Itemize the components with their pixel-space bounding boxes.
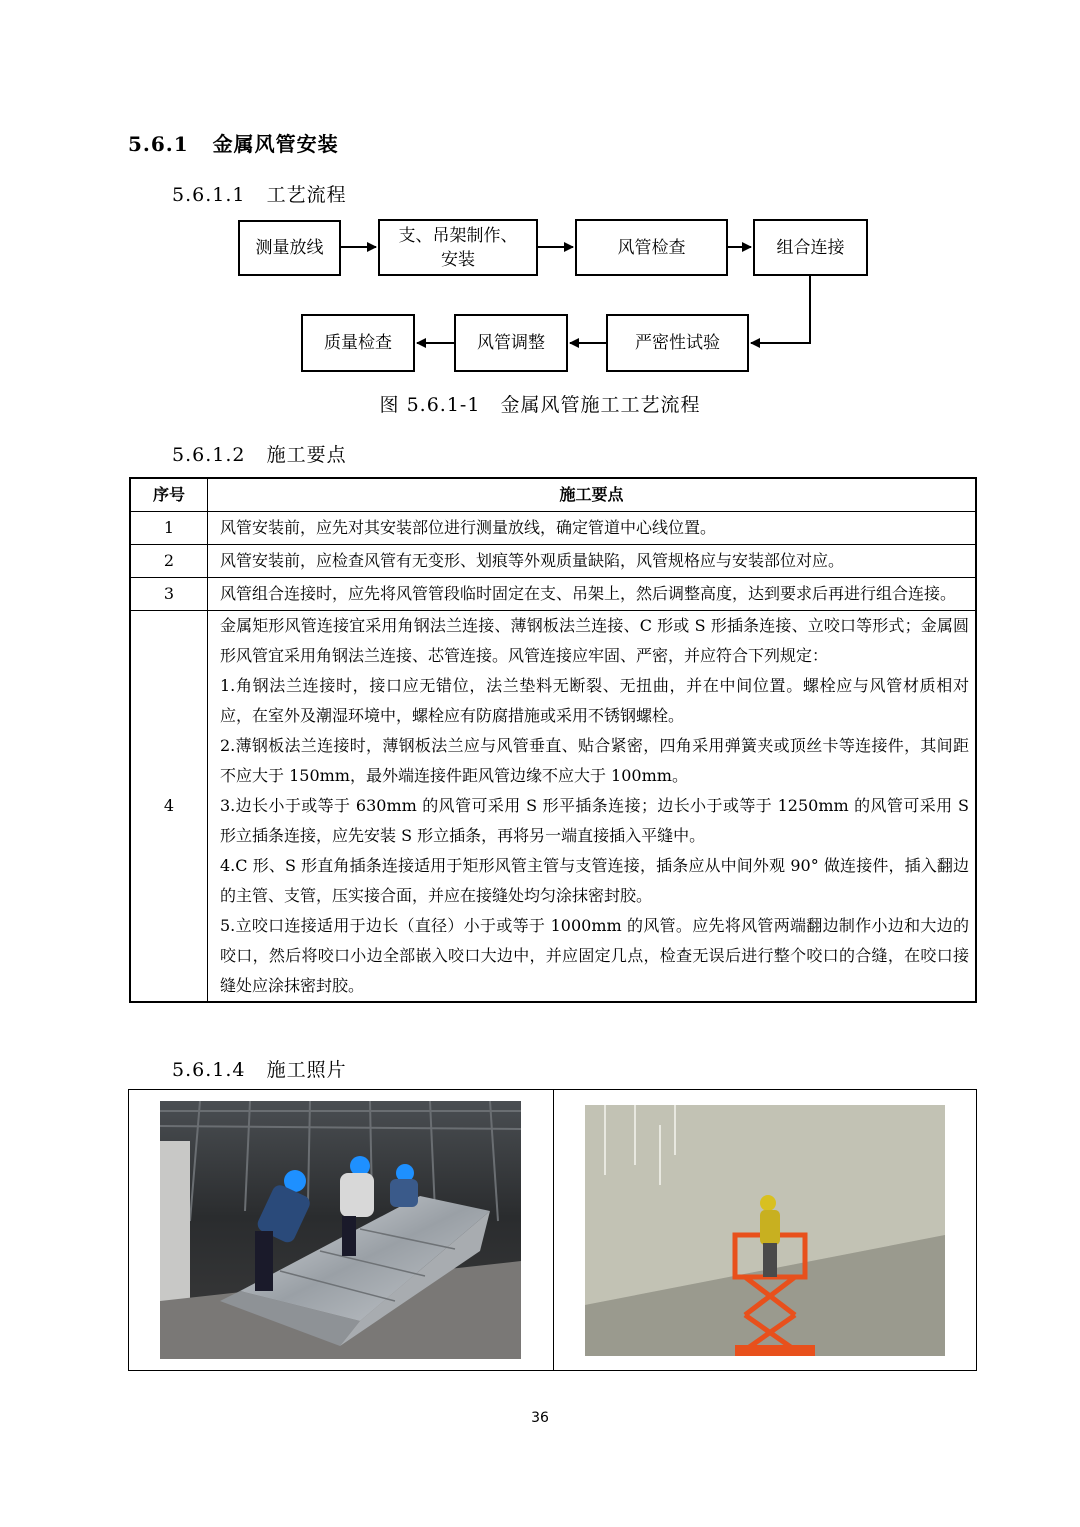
- page-number: 36: [531, 1410, 549, 1426]
- header-points: 施工要点: [208, 478, 977, 512]
- row-text: 风管安装前，应先对其安装部位进行测量放线，确定管道中心线位置。: [208, 512, 977, 545]
- section-number: 5.6.1: [128, 132, 189, 156]
- construction-photos-frame: [128, 1089, 977, 1371]
- flow-arrows: [0, 0, 1080, 400]
- subsection-title: 施工要点: [266, 444, 347, 466]
- row-text: 金属矩形风管连接宜采用角钢法兰连接、薄钢板法兰连接、C 形或 S 形插条连接、立咬口等形式；金属圆形风管宜采用角钢法兰连接、芯管连接。风管连接应牢固、严密，并应符合下列规定： 1.角钢法兰连接时，接口应无错位，法兰垫料无断裂、无扭曲，并在中间位置。螺栓应与风管材质相对应，在室外及潮湿环境中，螺栓应有防腐措施或采用不锈钢螺栓。 2.薄钢板法兰连接时，薄钢板法兰应与风管垂直、贴合紧密，四角采用弹簧夹或顶丝卡等连接件，其间距不应大于 150mm，最外端连接件距风管边缘不应大于 100mm。 3.边长小于或等于 630mm 的风管可采用 S 形平插条连接；边长小于或等于 1250mm 的风管可采用 S 形立插条连接，应先安装 S 形立插条，再将另一端直接插入平缝中。 4.C 形、S 形直角插条连接适用于矩形风管主管与支管连接，插条应从中间外观 90° 做连接件，插入翻边的主管、支管，压实接合面，并应在接缝处均匀涂抹密封胶。 5.立咬口连接适用于边长（直径）小于或等于 1000mm 的风管。应先将风管两端翻边制作小边和大边的咬口，然后将咬口小边全部嵌入咬口大边中，并应固定几点，检查无误后进行整个咬口的合缝，在咬口接缝处应涂抹密封胶。: [208, 611, 977, 1003]
- flow-step-4: 组合连接: [753, 219, 868, 276]
- table-row: [130, 512, 976, 545]
- subsection-number: 5.6.1.2: [172, 444, 246, 466]
- subsection-title: 工艺流程: [266, 184, 347, 206]
- flow-step-2: 支、吊架制作、 安装: [378, 219, 538, 276]
- table-header-row: [130, 478, 976, 512]
- row-number: 2: [130, 545, 208, 578]
- subsection-title: 施工照片: [266, 1059, 347, 1081]
- row-number: 4: [130, 611, 208, 1003]
- row-number: 3: [130, 578, 208, 611]
- table-row: [130, 578, 976, 611]
- flow-step-3: 风管检查: [575, 219, 728, 276]
- figure-caption: 图 5.6.1-1 金属风管施工工艺流程: [379, 394, 701, 416]
- subsection-points-heading: [172, 440, 347, 467]
- flow-step-7: 质量检查: [301, 314, 415, 372]
- subsection-photos-heading: [172, 1055, 347, 1082]
- header-no: 序号: [130, 478, 208, 512]
- construction-points-table: [129, 477, 977, 1003]
- flow-step-6: 风管调整: [454, 314, 568, 372]
- arrow-4-5: [751, 276, 810, 343]
- subsection-number: 5.6.1.1: [172, 184, 246, 206]
- flow-step-5: 严密性试验: [606, 314, 749, 372]
- row-text: 风管安装前，应检查风管有无变形、划痕等外观质量缺陷，风管规格应与安装部位对应。: [208, 545, 977, 578]
- subsection-number: 5.6.1.4: [172, 1059, 246, 1081]
- section-title: 金属风管安装: [212, 132, 339, 156]
- photo-duct-assembly: [160, 1101, 521, 1359]
- table-row: [130, 611, 976, 1003]
- flow-step-1: 测量放线: [238, 220, 341, 276]
- row-number: 1: [130, 512, 208, 545]
- photo-scissor-lift: [585, 1105, 945, 1356]
- photo-divider: [553, 1090, 554, 1370]
- row-text: 风管组合连接时，应先将风管管段临时固定在支、吊架上，然后调整高度，达到要求后再进行组合连接。: [208, 578, 977, 611]
- table-row: [130, 545, 976, 578]
